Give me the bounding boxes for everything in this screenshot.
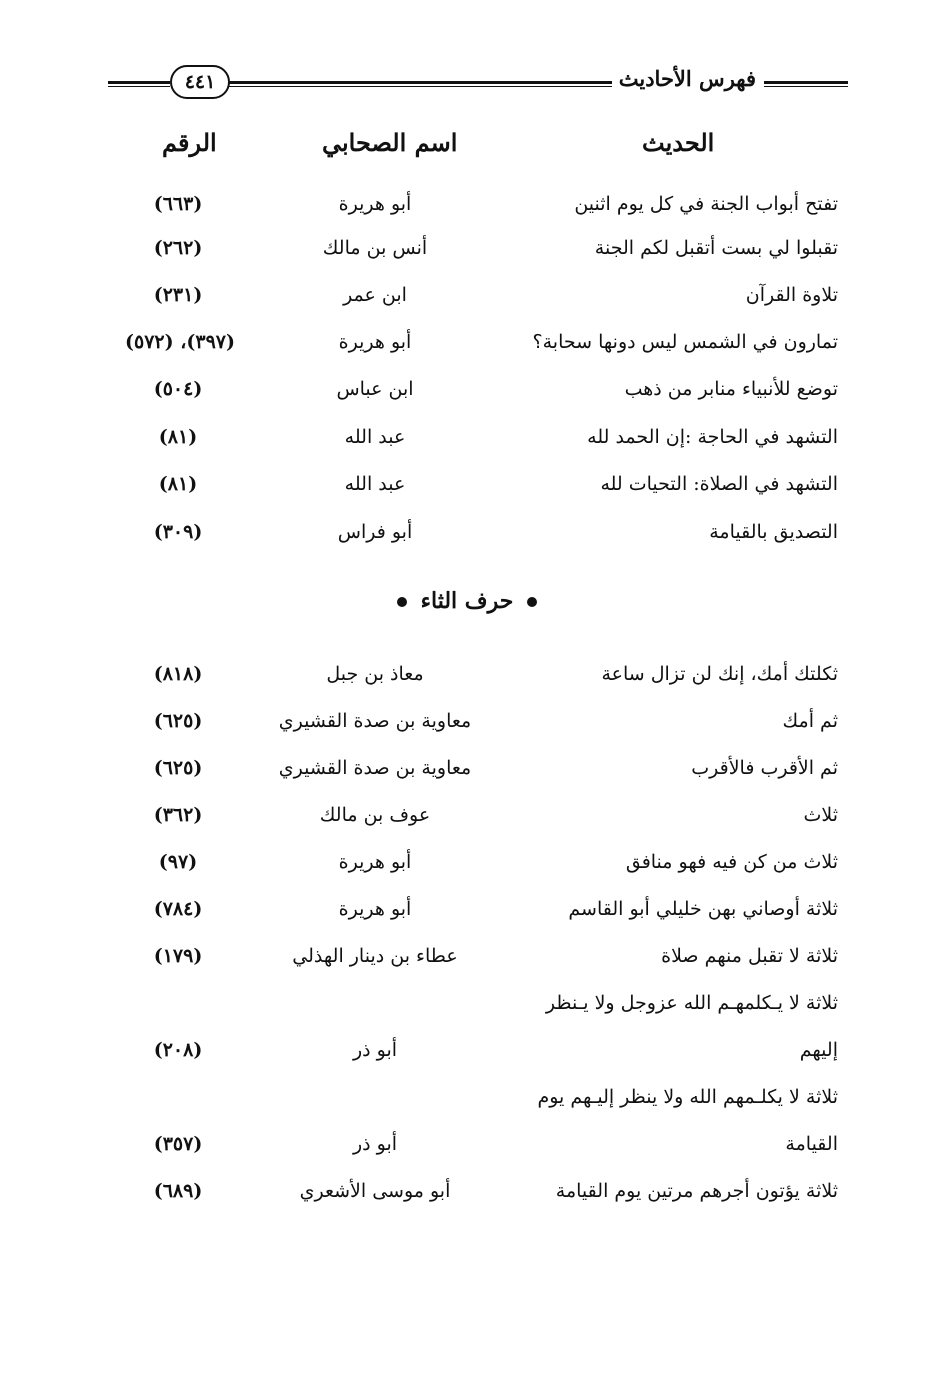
sahabi-name: عوف بن مالك bbox=[319, 804, 431, 826]
hadith-number: (١٧٩) bbox=[153, 945, 203, 967]
hadith-number: (٨١٨) bbox=[153, 663, 203, 685]
hadith-text: تلاوة القرآن bbox=[745, 284, 838, 306]
sahabi-name: أبو فراس bbox=[337, 521, 413, 543]
table-row bbox=[0, 284, 934, 324]
hadith-number: (٣٩٧)، (٥٧٢) bbox=[125, 331, 235, 353]
hadith-number: (٣٠٩) bbox=[153, 521, 203, 543]
table-row bbox=[0, 426, 934, 466]
table-row bbox=[0, 992, 934, 1032]
table-row bbox=[0, 1086, 934, 1126]
bullet-icon bbox=[397, 597, 407, 607]
column-heading-number: الرقم bbox=[162, 128, 217, 157]
table-row bbox=[0, 331, 934, 371]
hadith-number: (٦٦٣) bbox=[153, 193, 203, 215]
hadith-text: القيامة bbox=[785, 1133, 838, 1155]
table-row bbox=[0, 663, 934, 703]
sahabi-name: معاذ بن جبل bbox=[326, 663, 424, 685]
hadith-text: ثكلتك أمك، إنك لن تزال ساعة bbox=[601, 663, 838, 685]
hadith-number: (٢٣١) bbox=[153, 284, 203, 306]
hadith-text: التشهد في الصلاة: التحيات لله bbox=[600, 473, 838, 495]
hadith-text: ثلاثة أوصاني بهن خليلي أبو القاسم bbox=[568, 898, 838, 920]
hadith-text: ثلاث bbox=[803, 804, 838, 826]
hadith-text: ثلاثة لا تقبل منهم صلاة bbox=[661, 945, 838, 967]
table-row bbox=[0, 237, 934, 277]
hadith-text: ثم الأقرب فالأقرب bbox=[691, 757, 838, 779]
hadith-text: التشهد في الحاجة :إن الحمد لله bbox=[587, 426, 838, 448]
hadith-number: (٦٢٥) bbox=[153, 757, 203, 779]
table-row bbox=[0, 945, 934, 985]
sahabi-name: معاوية بن صدة القشيري bbox=[278, 710, 472, 732]
section-heading-text: حرف الثاء bbox=[420, 588, 514, 614]
hadith-number: (٦٨٩) bbox=[153, 1180, 203, 1202]
table-row bbox=[0, 1180, 934, 1220]
hadith-number: (٨١) bbox=[158, 426, 198, 448]
sahabi-name: معاوية بن صدة القشيري bbox=[278, 757, 472, 779]
sahabi-name: أبو هريرة bbox=[338, 898, 412, 920]
table-row bbox=[0, 473, 934, 513]
sahabi-name: عطاء بن دينار الهذلي bbox=[292, 945, 458, 967]
hadith-number: (٢٠٨) bbox=[153, 1039, 203, 1061]
hadith-text: ثم أمك bbox=[782, 710, 838, 732]
table-row bbox=[0, 378, 934, 418]
sahabi-name: أبو هريرة bbox=[338, 851, 412, 873]
hadith-number: (٣٥٧) bbox=[153, 1133, 203, 1155]
table-row bbox=[0, 851, 934, 891]
sahabi-name: ابن عباس bbox=[336, 378, 414, 400]
sahabi-name: أنس بن مالك bbox=[322, 237, 428, 259]
sahabi-name: أبو هريرة bbox=[338, 331, 412, 353]
hadith-text: التصديق بالقيامة bbox=[709, 521, 838, 543]
column-heading-sahabi: اسم الصحابي bbox=[322, 128, 458, 157]
column-heading-hadith: الحديث bbox=[642, 128, 715, 157]
hadith-number: (٦٢٥) bbox=[153, 710, 203, 732]
table-row bbox=[0, 710, 934, 750]
hadith-number: (٨١) bbox=[158, 473, 198, 495]
sahabi-name: عبد الله bbox=[344, 426, 406, 448]
table-row bbox=[0, 1133, 934, 1173]
sahabi-name: أبو ذر bbox=[352, 1039, 398, 1061]
sahabi-name: أبو ذر bbox=[352, 1133, 398, 1155]
sahabi-name: أبو هريرة bbox=[338, 193, 412, 215]
hadith-text: تفتح أبواب الجنة في كل يوم اثنين bbox=[574, 193, 838, 215]
table-row bbox=[0, 804, 934, 844]
hadith-text: ثلاثة لا يكلـمهم الله ولا ينظر إليـهم يوم bbox=[537, 1086, 838, 1108]
hadith-text: إليهم bbox=[799, 1039, 838, 1061]
sahabi-name: ابن عمر bbox=[343, 284, 407, 306]
sahabi-name: أبو موسى الأشعري bbox=[299, 1180, 451, 1202]
hadith-number: (٢٦٢) bbox=[153, 237, 203, 259]
table-row bbox=[0, 757, 934, 797]
hadith-number: (٩٧) bbox=[158, 851, 198, 873]
running-header bbox=[108, 62, 848, 102]
header-title: فهرس الأحاديث bbox=[618, 66, 756, 91]
section-heading bbox=[0, 588, 934, 614]
table-row bbox=[0, 1039, 934, 1079]
hadith-text: ثلاث من كن فيه فهو منافق bbox=[625, 851, 838, 873]
hadith-number: (٥٠٤) bbox=[153, 378, 203, 400]
header-rule-middle bbox=[228, 81, 612, 87]
header-rule-left bbox=[108, 81, 170, 87]
hadith-text: ثلاثة يؤتون أجرهم مرتين يوم القيامة bbox=[555, 1180, 838, 1202]
hadith-text: توضع للأنبياء منابر من ذهب bbox=[624, 378, 838, 400]
sahabi-name: عبد الله bbox=[344, 473, 406, 495]
hadith-text: تقبلوا لي بست أتقبل لكم الجنة bbox=[594, 237, 838, 259]
table-row bbox=[0, 193, 934, 233]
page-number: ٤٤١ bbox=[170, 65, 230, 99]
header-rule-right bbox=[764, 81, 848, 87]
table-row bbox=[0, 521, 934, 561]
hadith-text: تمارون في الشمس ليس دونها سحابة؟ bbox=[532, 331, 838, 353]
bullet-icon bbox=[527, 597, 537, 607]
table-row bbox=[0, 898, 934, 938]
hadith-text: ثلاثة لا يـكلمهـم الله عزوجل ولا يـنظر bbox=[545, 992, 838, 1014]
hadith-number: (٧٨٤) bbox=[153, 898, 203, 920]
hadith-number: (٣٦٢) bbox=[153, 804, 203, 826]
